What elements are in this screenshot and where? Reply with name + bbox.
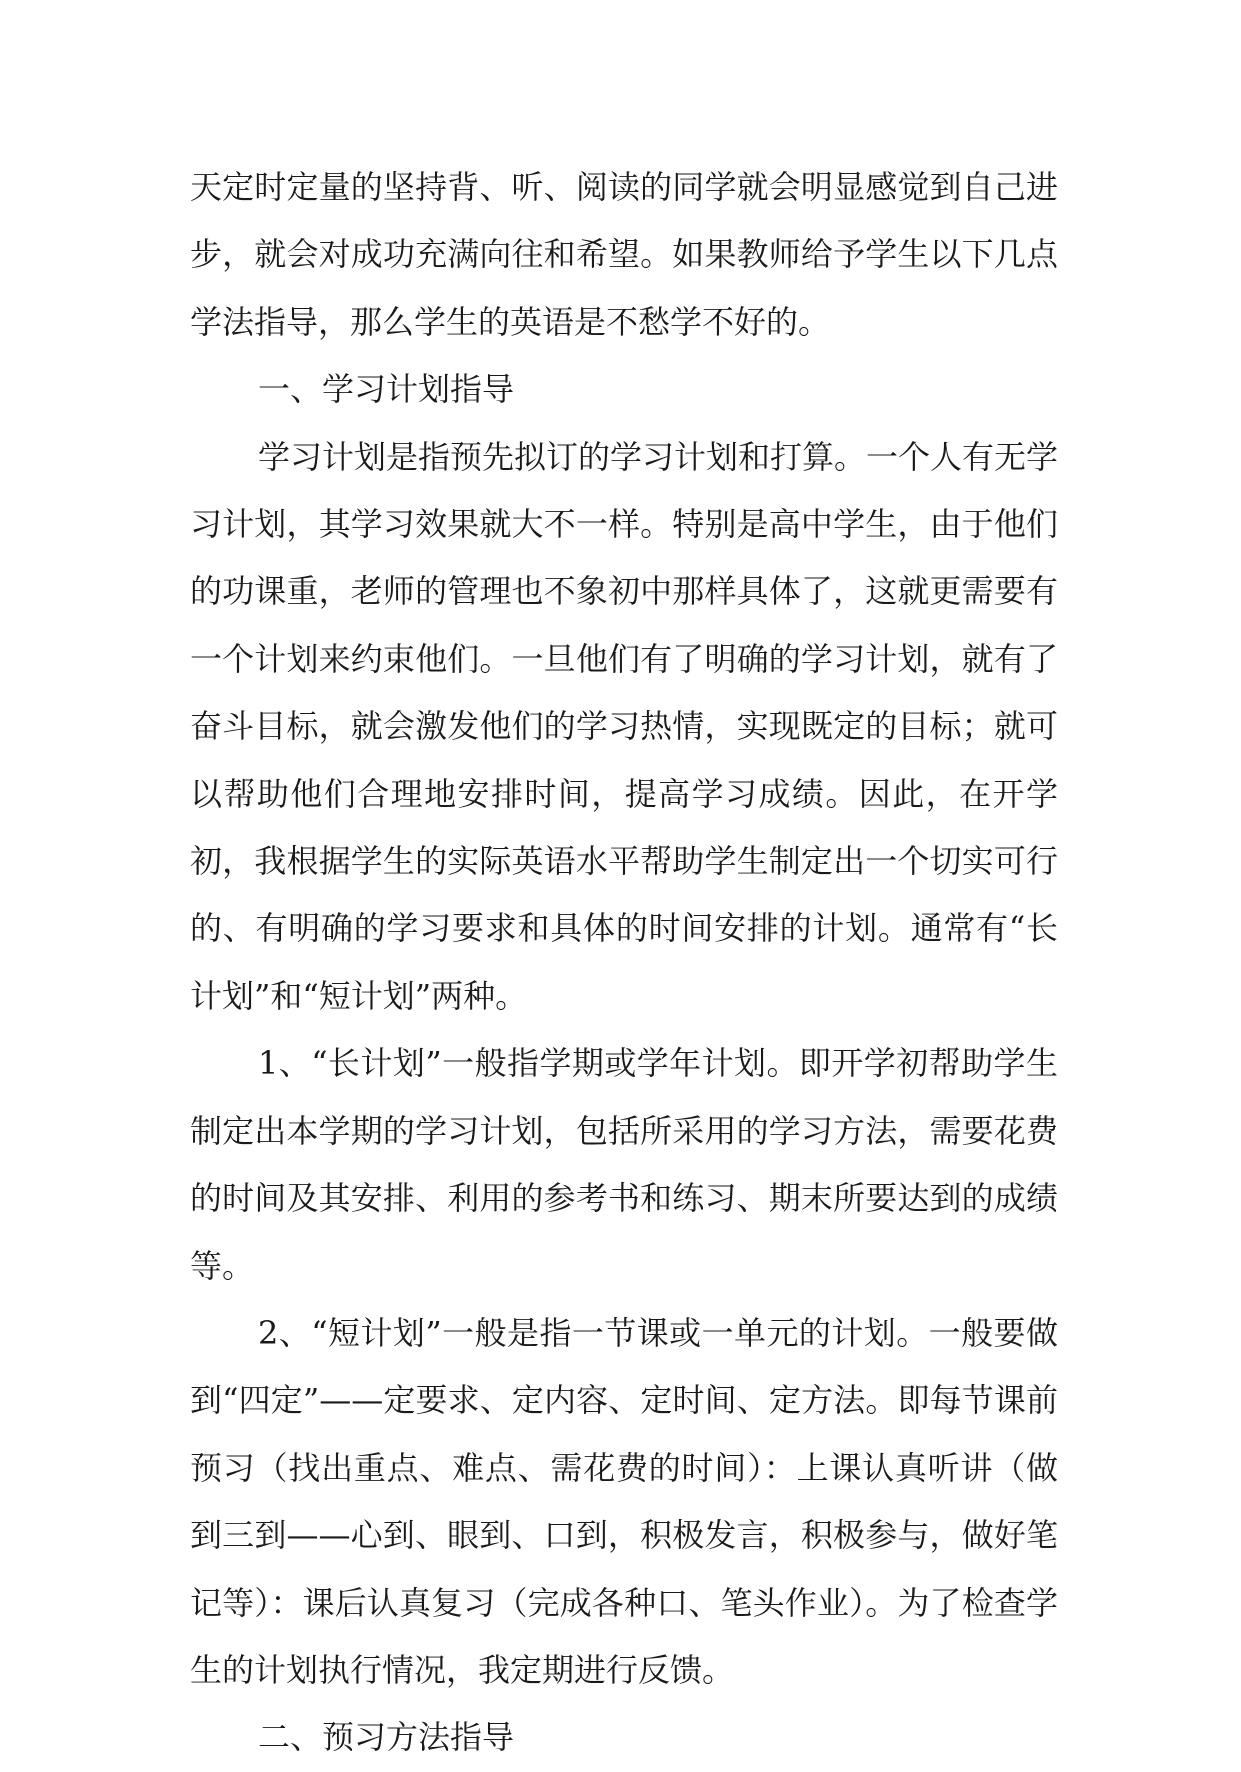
document-body <box>190 154 1058 1772</box>
paragraph-short-plan: 2、“短计划”一般是指一节课或一单元的计划。一般要做到“四定”——定要求、定内容、定时间、定方法。即每节课前预习（找出重点、难点、需花费的时间）：上课认真听讲（做到三到——心到、眼到、口到，积极发言，积极参与，做好笔记等）：课后认真复习（完成各种口、笔头作业）。为了检查学生的计划执行情况，我定期进行反馈。 <box>190 1313 1058 1689</box>
heading-preview-method: 二、预习方法指导 <box>258 1718 515 1757</box>
paragraph-long-plan: 1、“长计划”一般指学期或学年计划。即开学初帮助学生制定出本学期的学习计划，包括所采用的学习方法，需要花费的时间及其安排、利用的参考书和练习、期末所要达到的成绩等。 <box>190 1044 1058 1285</box>
paragraph-intro: 天定时定量的坚持背、听、阅读的同学就会明显感觉到自己进步，就会对成功充满向往和希望。如果教师给予学生以下几点学法指导，那么学生的英语是不愁学不好的。 <box>190 168 1058 341</box>
paragraph-study-plan: 学习计划是指预先拟订的学习计划和打算。一个人有无学习计划，其学习效果就大不一样。特别是高中学生，由于他们的功课重，老师的管理也不象初中那样具体了，这就更需要有一个计划来约束他们。一旦他们有了明确的学习计划，就有了奋斗目标，就会激发他们的学习热情，实现既定的目标；就可以帮助他们合理地安排时间，提高学习成绩。因此，在开学初，我根据学生的实际英语水平帮助学生制定出一个切实可行的、有明确的学习要求和具体的时间安排的计划。通常有“长计划”和“短计划”两种。 <box>190 437 1059 1015</box>
heading-study-plan: 一、学习计划指导 <box>258 370 515 409</box>
